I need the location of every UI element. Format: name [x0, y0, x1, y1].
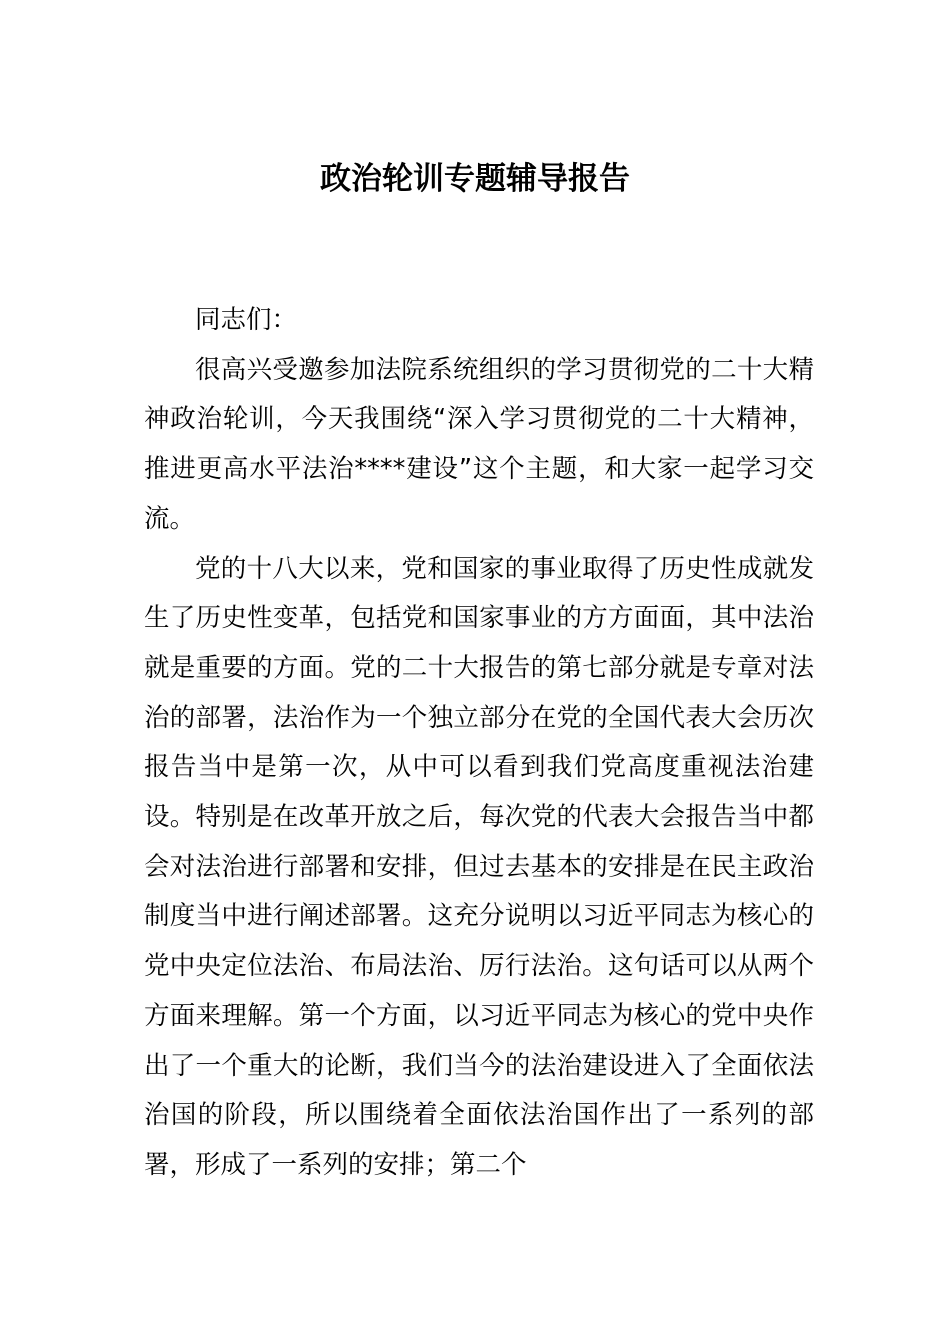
paragraph-2: 党的十八大以来，党和国家的事业取得了历史性成就发生了历史性变革，包括党和国家事业的方方面面，其中法治就是重要的方面。党的二十大报告的第七部分就是专章对法治的部署，法治作为一个独立部分在党的全国代表大会历次报告当中是第一次，从中可以看到我们党高度重视法治建设。特别是在改革开放之后，每次党的代表大会报告当中都会对法治进行部署和安排，但过去基本的安排是在民主政治制度当中进行阐述部署。这充分说明以习近平同志为核心的党中央定位法治、布局法治、厉行法治。这句话可以从两个方面来理解。第一个方面，以习近平同志为核心的党中央作出了一个重大的论断，我们当今的法治建设进入了全面依法治国的阶段，所以围绕着全面依法治国作出了一系列的部署，形成了一系列的安排；第二个 [144, 553, 814, 1180]
paragraph-1: 很高兴受邀参加法院系统组织的学习贯彻党的二十大精神政治轮训，今天我围绕“深入学习贯彻党的二十大精神，推进更高水平法治****建设”这个主题，和大家一起学习交流。 [144, 354, 814, 534]
document-title: 政治轮训专题辅导报告 [320, 161, 630, 197]
greeting-line: 同志们： [195, 305, 298, 335]
document-body [144, 296, 814, 1191]
